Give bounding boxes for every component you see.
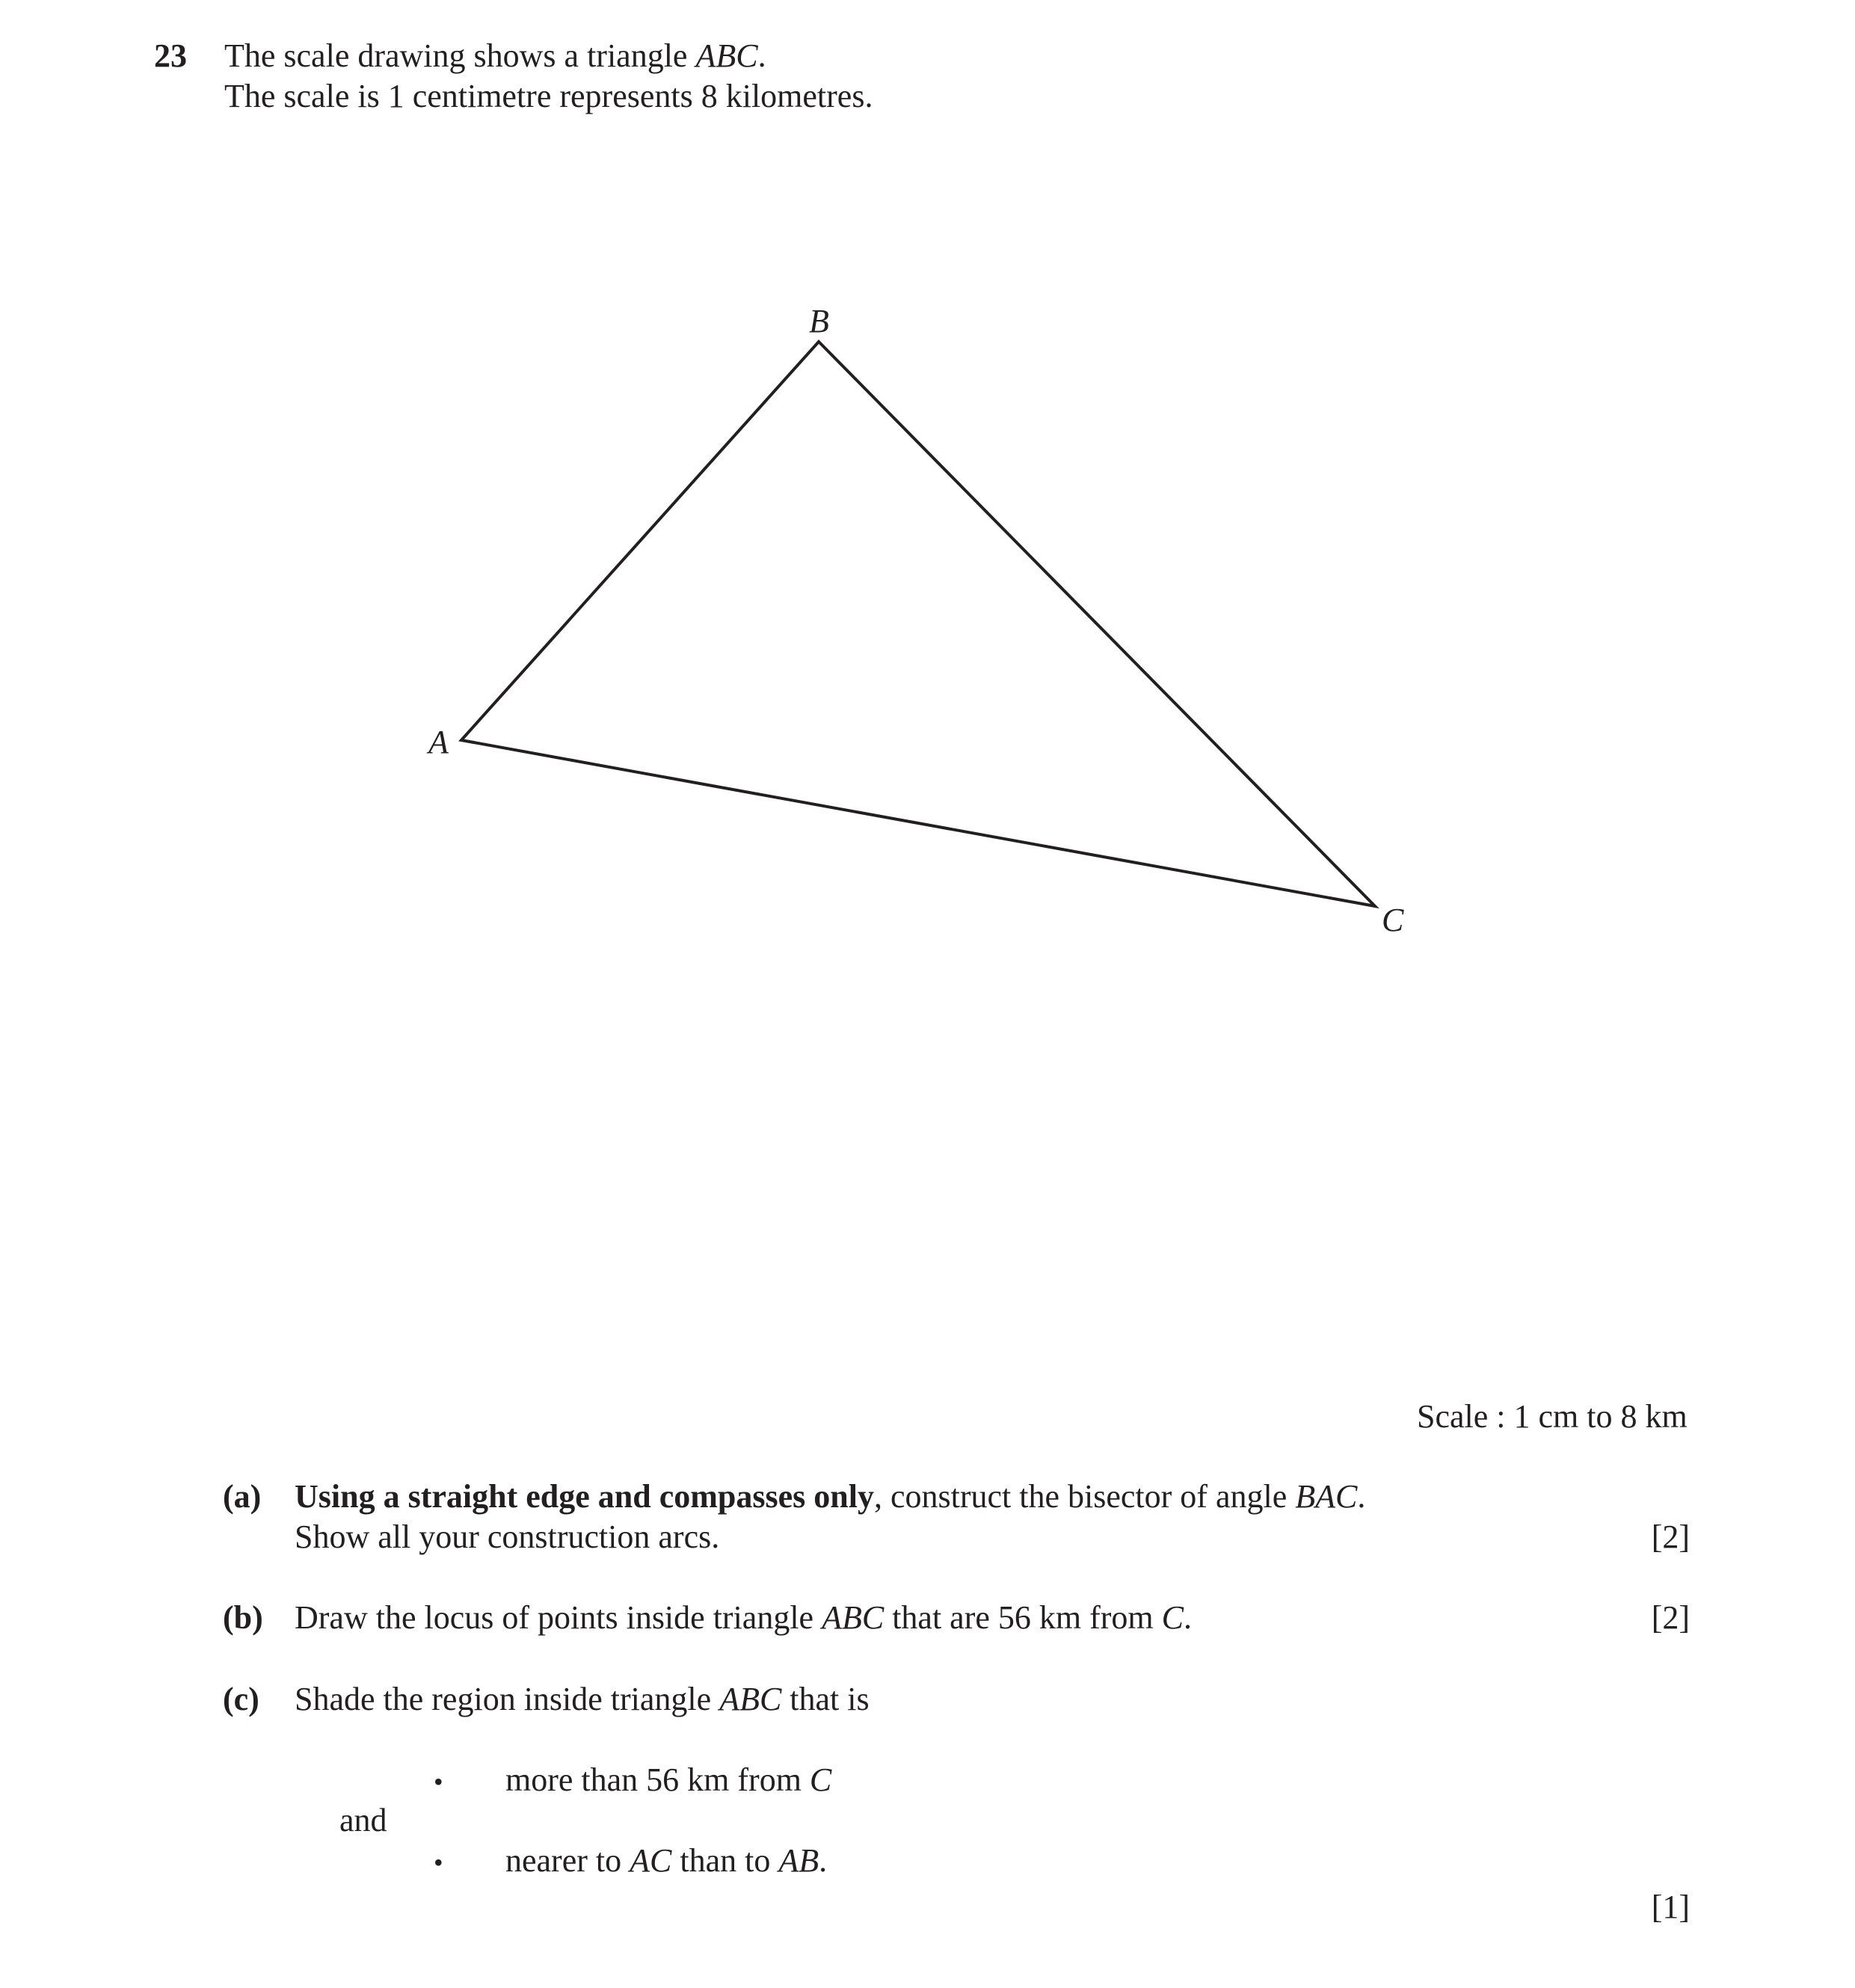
part-c-triangle-name: ABC [719, 1681, 782, 1717]
part-b-label: (b) [223, 1599, 263, 1636]
part-b-text-mid: that are 56 km from [884, 1599, 1162, 1636]
part-a-text: , construct the bisector of angle [873, 1478, 1296, 1515]
intro-triangle-name: ABC [695, 37, 758, 74]
part-a-marks: [2] [1651, 1518, 1690, 1555]
vertex-label-c: C [1382, 902, 1404, 938]
bullet-1: • [434, 1767, 443, 1797]
part-c-text: Shade the region inside triangle [295, 1681, 720, 1717]
part-c-marks: [1] [1651, 1889, 1690, 1925]
part-c-text-post: that is [781, 1681, 870, 1717]
triangle-abc [461, 342, 1375, 906]
part-b-period: . [1184, 1599, 1192, 1636]
question-number: 23 [154, 37, 187, 74]
part-c-label: (c) [223, 1681, 259, 1717]
part-c-condition-2 [505, 1841, 827, 1881]
condition-1-point: C [809, 1761, 832, 1798]
triangle-diagram [0, 0, 1855, 972]
part-a-angle-name: BAC [1295, 1478, 1358, 1515]
intro-period: . [757, 37, 766, 74]
part-b-text: Draw the locus of points inside triangle [295, 1599, 822, 1636]
part-a-bold-instruction: Using a straight edge and compasses only [295, 1478, 874, 1515]
condition-1-text: more than 56 km from [505, 1761, 810, 1798]
vertex-label-a: A [428, 724, 449, 760]
condition-2-text-mid: than to [671, 1842, 779, 1879]
part-c-and: and [339, 1802, 387, 1838]
part-a-label: (a) [223, 1478, 262, 1515]
part-c-condition-1 [505, 1760, 831, 1800]
part-c-line [295, 1679, 870, 1720]
condition-2-text: nearer to [505, 1842, 630, 1879]
condition-2-period: . [819, 1842, 828, 1879]
question-intro-line-2: The scale is 1 centimetre represents 8 kilometres. [224, 78, 873, 114]
part-b-line [295, 1598, 1192, 1638]
part-b-triangle-name: ABC [822, 1599, 885, 1636]
part-b-marks: [2] [1651, 1599, 1690, 1636]
part-b-point-name: C [1161, 1599, 1184, 1636]
part-a-period: . [1357, 1478, 1366, 1515]
part-a-line-1 [295, 1477, 1365, 1517]
part-a-line-2: Show all your construction arcs. [295, 1518, 720, 1555]
scale-caption: Scale : 1 cm to 8 km [1417, 1398, 1688, 1435]
condition-2-side-2: AB [778, 1842, 819, 1879]
bullet-2: • [434, 1847, 443, 1877]
intro-text: The scale drawing shows a triangle [224, 37, 696, 74]
condition-2-side-1: AC [630, 1842, 672, 1879]
vertex-label-b: B [809, 303, 829, 339]
